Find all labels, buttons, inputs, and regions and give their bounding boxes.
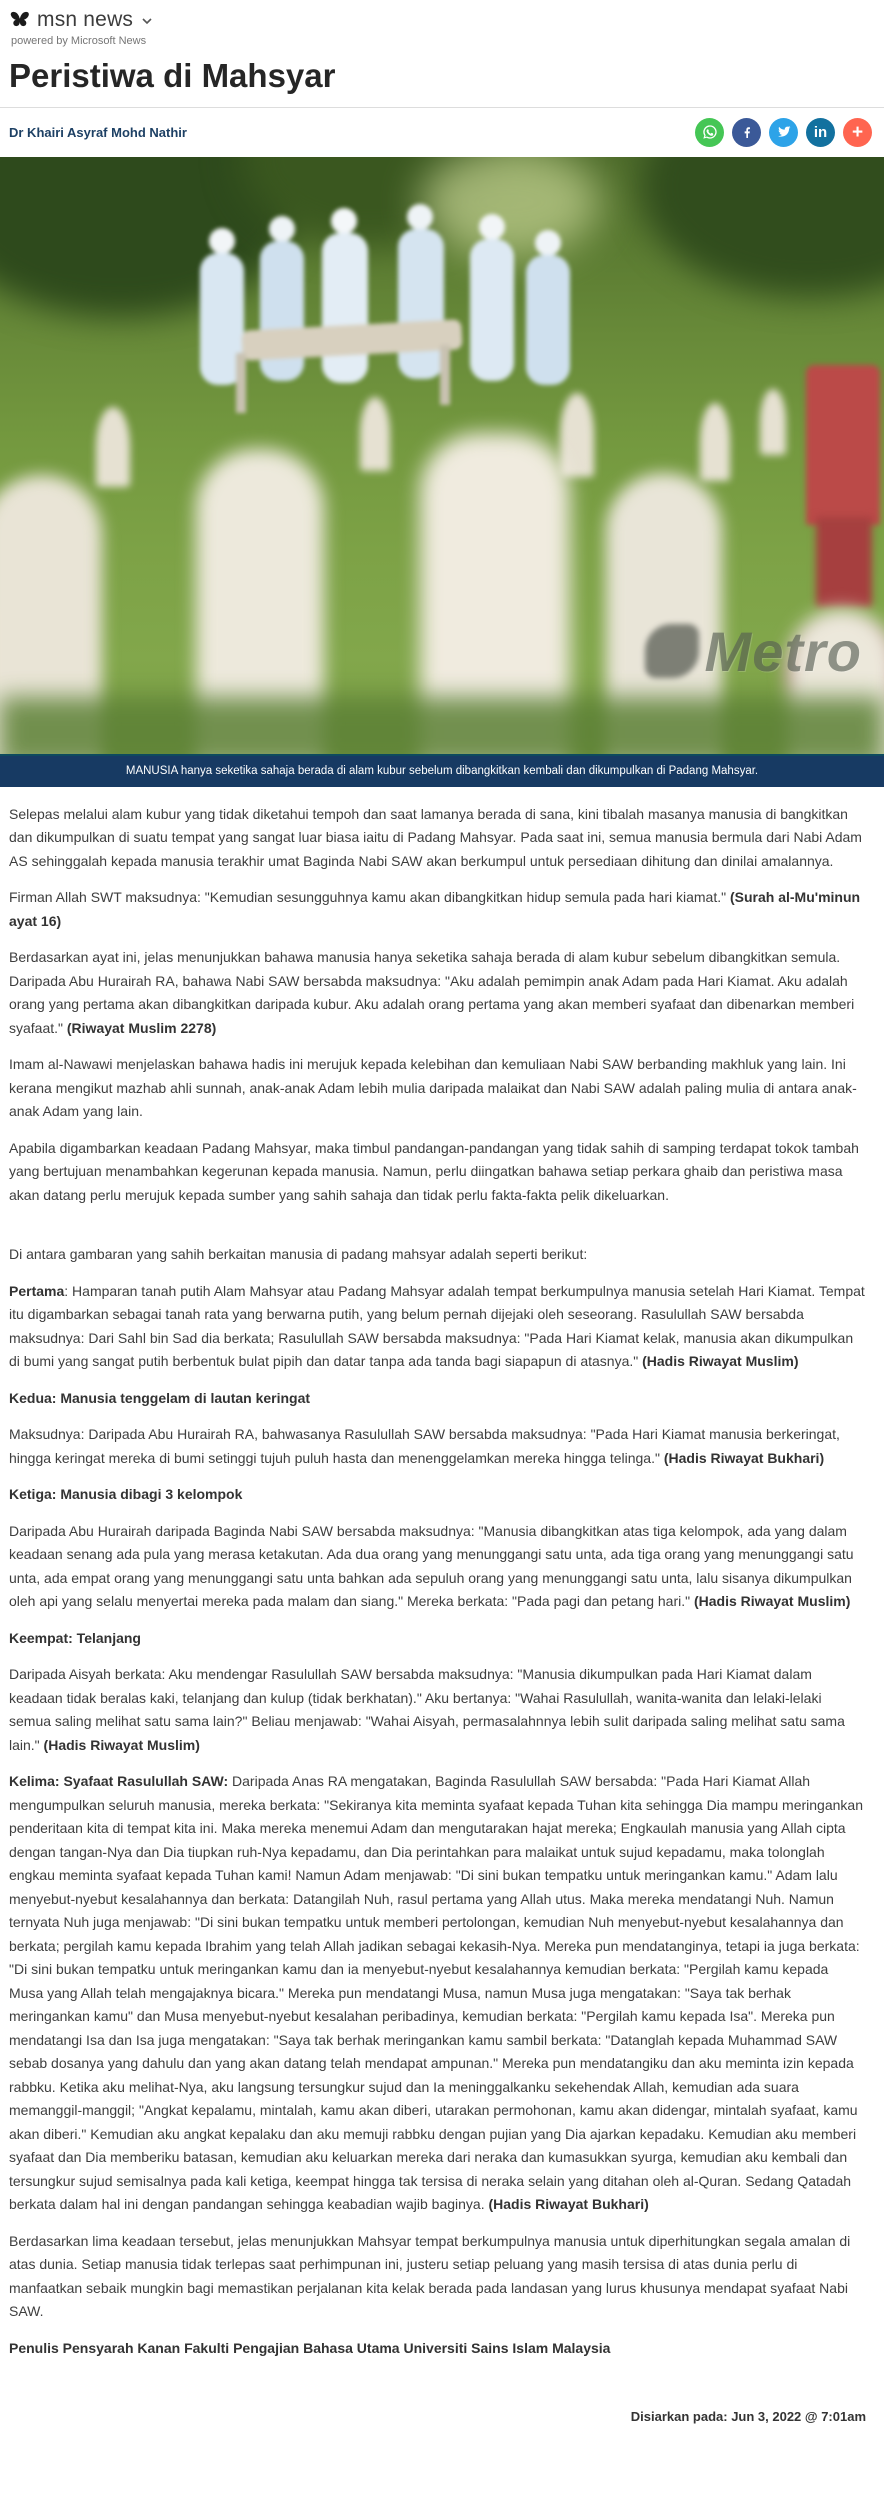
- image-caption: MANUSIA hanya seketika sahaja berada di alam kubur sebelum dibangkitkan kembali dan dikumpulkan di Padang Mahsyar.: [0, 754, 884, 787]
- article-paragraph: Firman Allah SWT maksudnya: "Kemudian sesungguhnya kamu akan dibangkitkan hidup semula pada hari kiamat." (Surah al-Mu'minun ayat 16): [9, 889, 861, 929]
- article-paragraph: Selepas melalui alam kubur yang tidak diketahui tempoh dan saat lamanya berada di sana, kini tibalah masanya manusia di bangkitkan dan dikumpulkan di suatu tempat yang sangat luar biasa iaitu di Padang Mahsyar. Pada saat ini, semua manusia bermula dari Nabi Adam AS sehinggalah kepada manusia terakhir umat Baginda Nabi SAW akan berkumpul untuk persediaan dihitung dan dinilai amalannya.: [9, 805, 862, 869]
- article-paragraph: Berdasarkan ayat ini, jelas menunjukkan bahawa manusia hanya seketika sahaja berada di alam kubur sebelum dibangkitkan semula. Daripada Abu Hurairah RA, bahawa Nabi SAW bersabda maksudnya: "Aku adalah pemimpin anak Adam pada Hari Kiamat. Aku adalah orang yang pertama akan dibangkitkan daripada kubur. Aku adalah orang pertama yang akan memberi syafaat dan dibenarkan memberi syafaat." (Riwayat Muslim 2278): [9, 949, 855, 1036]
- article-body: [0, 787, 884, 2361]
- grass-foreground-shape: [0, 697, 884, 754]
- article-paragraph: Daripada Abu Hurairah daripada Baginda Nabi SAW bersabda maksudnya: "Manusia dibangkitkan atas tiga kelompok, ada yang dalam keadaan senang ada pula yang merasa ketakutan. Ada dua orang yang menunggangi satu unta, ada tiga orang yang menunggangi satu unta, ada empat orang yang menunggangi satu unta bahkan ada sepuluh orang yang menunggangi satu unta, lalu sisanya dikumpulkan oleh api yang selalu menyertai mereka pada malam dan siang." Mereka berkata: "Pada pagi dan petang hari." (Hadis Riwayat Muslim): [9, 1522, 854, 1610]
- metro-watermark: [645, 619, 862, 684]
- published-timestamp: Disiarkan pada: Jun 3, 2022 @ 7:01am: [630, 2409, 866, 2425]
- article-paragraph: Keempat: Telanjang: [9, 1629, 141, 1646]
- chevron-down-icon: [141, 14, 153, 26]
- article-paragraph: Pertama: Hamparan tanah putih Alam Mahsyar atau Padang Mahsyar adalah tempat berkumpulnya manusia setelah Hari Kiamat. Tempat itu digambarkan sebagai tanah rata yang berwarna putih, yang belum pernah dijejaki oleh seseorang. Rasulullah SAW bersabda maksudnya: Dari Sahl bin Sad dia berkata; Rasulullah SAW bersabda maksudnya: "Pada Hari Kiamat kelak, manusia akan dikumpulkan di bumi yang sangat putih berbentuk bulat pipih dan datar tanpa ada tanda bagi siapapun di atasnya." (Hadis Riwayat Muslim): [9, 1282, 865, 1370]
- article-paragraph: Penulis Pensyarah Kanan Fakulti Pengajian Bahasa Utama Universiti Sains Islam Malaysia: [9, 2339, 611, 2356]
- plus-share-button[interactable]: [843, 118, 872, 147]
- red-chair-shape: [806, 365, 880, 525]
- gravestone-shape: [760, 389, 786, 455]
- article-paragraph: Berdasarkan lima keadaan tersebut, jelas menunjukkan Mahsyar tempat berkumpulnya manusia untuk diperhitungkan segala amalan di atas dunia. Setiap manusia tidak terlepas saat perhimpunan ini, justeru setiap peluang yang masih tersisa di atas dunia perlu di manfaatkan sebaik mungkin bagi memastikan perjalanan kita kelak berada pada landasan yang lurus khusunya mendapat syafaat Nabi SAW.: [9, 2232, 851, 2320]
- twitter-icon: [776, 124, 792, 140]
- powered-by-label: powered by Microsoft News: [11, 35, 147, 47]
- article-paragraph: Apabila digambarkan keadaan Padang Mahsyar, maka timbul pandangan-pandangan yang tidak sahih di samping terdapat tokok tambah yang bertujuan menambahkan kegerunan kepada manusia. Namun, perlu diingatkan bahawa setiap perkara ghaib dan peristiwa masa akan datang perlu merujuk kepada sumber yang sahih sahaja dan tidak perlu fakta-fakta pelik dikeluarkan.: [9, 1139, 859, 1203]
- article-paragraph: Kedua: Manusia tenggelam di lautan keringat: [9, 1389, 311, 1406]
- plus-icon: +: [851, 121, 864, 143]
- red-chair-shape: [816, 517, 872, 607]
- page-header: [0, 0, 884, 95]
- page-title: Peristiwa di Mahsyar: [9, 57, 336, 94]
- article-paragraph: Di antara gambaran yang sahih berkaitan manusia di padang mahsyar adalah seperti berikut:: [9, 1246, 588, 1263]
- article-paragraph: Kelima: Syafaat Rasulullah SAW: Daripada Anas RA mengatakan, Baginda Rasulullah SAW bersabda: "Pada Hari Kiamat Allah mengumpulkan seluruh manusia, mereka berkata: "Sekiranya kita meminta syafaat kepada Tuhan kita sehingga Dia mampu meringankan penderitaan kita di tempat kita ini. Maka mereka menemui Adam dan mengutarakan hajat mereka; Engkaulah manusia yang Allah cipta dengan tangan-Nya dan Dia tiupkan ruh-Nya kepadamu, dan Dia perintahkan para malaikat untuk sujud kepadamu, maka tolonglah engkau meminta syafaat kepada Tuhan kami! Namun Adam menjawab: "Di sini bukan tempatku untuk meringankan kamu." Adam lalu menyebut-nyebut kesalahannya dan berkata: Datangilah Nuh, rasul pertama yang Allah utus. Maka mereka mendatangi Nuh. Namun ternyata Nuh juga menjawab: "Di sini bukan tempatku untuk memberi pertolongan, kemudian Nuh menyebut-nyebut kesalahannya dan berkata; pergilah kamu kepada Ibrahim yang telah Allah jadikan sebagai kekasih-Nya. Mereka pun mendatanginya, tetapi ia juga berkata: "Di sini bukan tempatku untuk meringankan kamu dan ia menyebut-nyebut kesalahannya kemudian berkata: "Pergilah kamu kepada Musa yang Allah telah mengajaknya bicara." Mereka pun mendatangi Musa, namun Musa juga mengatakan: "Saya tak berhak meringankan kamu" dan Musa menyebut-nyebut kesalahan peribadinya, kemudian berkata: "Pergilah kamu kepada Isa". Mereka pun mendatangi Isa dan Isa juga mengatakan: "Saya tak berhak meringankan kamu sambil berkata: "Datanglah kepada Muhammad SAW sebab dosanya yang dahulu dan yang akan datang telah mendapat ampunan." Mereka pun mendatangiku dan aku meminta izin kepada rabbku. Ketika aku melihat-Nya, aku langsung tersungkur sujud dan Ia meninggalkanku sekehendak Allah, kemudian ada suara memanggil-manggil; "Angkat kepalamu, mintalah, kamu akan diberi, utarakan permohonan, kamu akan didengar, mintalah syafaat, kamu akan diberi." Kemudian aku angkat kepalaku dan aku memuji rabbku dengan pujian yang Dia ajarkan kepadaku. Kemudian aku memberi syafaat dan Dia memberiku batasan, kemudian aku keluarkan mereka dari neraka dan kumasukkan syurga, kemudian aku kembali dan tersungkur sujud semisalnya pada kali ketiga, keempat hingga tak tersisa di neraka selain yang ditahan oleh al-Quran. Sedang Qatadah berkata dalam hal ini dengan pandangan sehingga keabadian wajib baginya. (Hadis Riwayat Bukhari): [9, 1773, 863, 2213]
- article-hero-image: [0, 157, 884, 754]
- article-paragraph: Maksudnya: Daripada Abu Hurairah RA, bahwasanya Rasulullah SAW bersabda maksudnya: "Pada Hari Kiamat manusia berkeringat, hingga keringat mereka di bumi setinggi tujuh puluh hasta dan menenggelamkan mereka hingga telinga." (Hadis Riwayat Bukhari): [9, 1426, 840, 1466]
- brand-name: msn news: [37, 8, 134, 31]
- msn-butterfly-icon: [9, 9, 31, 31]
- gravestone-shape: [360, 397, 390, 471]
- facebook-share-button[interactable]: [732, 118, 761, 147]
- gravestone-shape: [700, 403, 730, 481]
- share-bar: [695, 118, 872, 147]
- article-paragraph: Ketiga: Manusia dibagi 3 kelompok: [9, 1486, 243, 1503]
- watermark-text: Metro: [704, 619, 862, 683]
- article-paragraph: Daripada Aisyah berkata: Aku mendengar Rasulullah SAW bersabda maksudnya: "Manusia dikumpulkan pada Hari Kiamat dalam keadaan tidak beralas kaki, telanjang dan kulup (tidak berkhatan)." Aku bertanya: "Wahai Rasulullah, wanita-wanita dan lelaki-lelaki semua saling melihat satu sama lain?" Beliau menjawab: "Wahai Aisyah, permasalahnnya lebih sulit daripada saling melihat satu sama lain." (Hadis Riwayat Muslim): [9, 1666, 845, 1753]
- byline-row: [0, 108, 884, 157]
- gravestone-shape: [560, 393, 594, 477]
- whatsapp-icon: [702, 124, 718, 140]
- facebook-icon: [739, 124, 755, 140]
- msn-news-brand-button[interactable]: [9, 8, 872, 32]
- metro-logo-icon: [645, 624, 699, 678]
- article-paragraph: Imam al-Nawawi menjelaskan bahawa hadis ini merujuk kepada kelebihan dan kemuliaan Nabi SAW berbanding makhluk yang lain. Ini kerana mengikut mazhab ahli sunnah, anak-anak Adam lebih mulia daripada malaikat dan Nabi SAW adalah paling mulia di antara anak-anak Adam yang lain.: [9, 1056, 857, 1120]
- whatsapp-share-button[interactable]: [695, 118, 724, 147]
- author-link[interactable]: Dr Khairi Asyraf Mohd Nathir: [9, 124, 187, 140]
- linkedin-icon: in: [813, 123, 828, 141]
- article-footer: [0, 2373, 884, 2452]
- gravestone-shape: [96, 407, 130, 487]
- linkedin-share-button[interactable]: [806, 118, 835, 147]
- twitter-share-button[interactable]: [769, 118, 798, 147]
